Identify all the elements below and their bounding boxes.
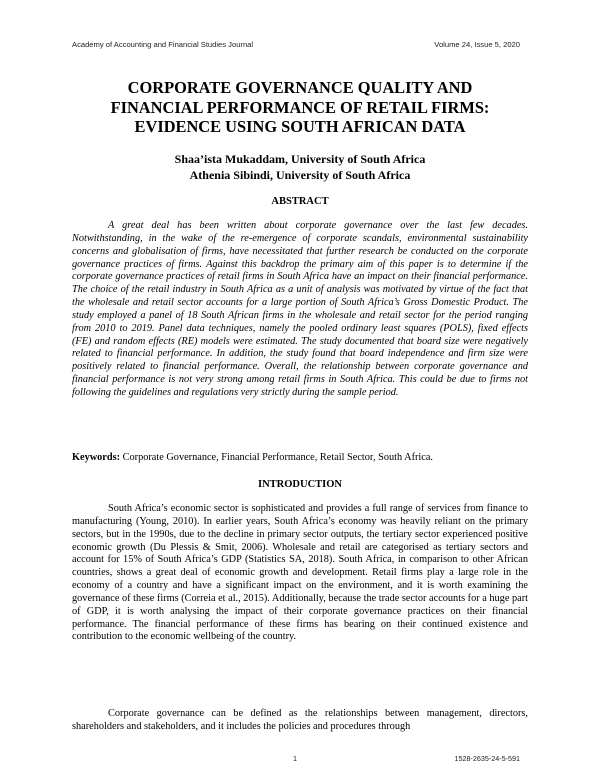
- introduction-heading: INTRODUCTION: [257, 479, 342, 490]
- title-line-2: FINANCIAL PERFORMANCE OF RETAIL FIRMS:: [110, 97, 490, 117]
- document-id: 1528-2635-24-5-591: [454, 754, 520, 763]
- title-line-1: CORPORATE GOVERNANCE QUALITY AND: [127, 78, 473, 97]
- author-2: Athenia Sibindi, University of South Africa: [189, 168, 411, 182]
- journal-name: Academy of Accounting and Financial Studies Journal: [72, 40, 254, 49]
- volume-issue: Volume 24, Issue 5, 2020: [434, 40, 520, 49]
- abstract-text: A great deal has been written about corporate governance over the last few decades. Notwithstanding, in the wake of the re-emergence of corporate scandals, environmental sustainability concerns and globalisation of firms, have necessitated that further research be conducted on the corporate governance practices of firms. Against this backdrop the primary aim of this paper is to determine if the corporate governance practices of retail firms in South Africa have an impact on their financial performance. The choice of the retail industry in South Africa as a unit of analysis was motivated by virtue of the fact that the wholesale and retail sector accounts for a large portion of South Africa’s Gross Domestic Product. The study employed a panel of 18 South African firms in the wholesale and retail sector for the period ranging from 2010 to 2019. Panel data techniques, namely the pooled ordinary least squares (POLS), fixed effects (FE) and random effects (RE) models were estimated. The study documented that board size were negatively related to financial performance. In addition, the study found that board independence and firm size were positively related to financial performance. Overall, the relationship between corporate governance and financial performance is not very strong among retail firms in South Africa. This could be due to firms not following the guidelines and regulations very strictly during the sample period.: [72, 220, 528, 398]
- keywords-label: Keywords:: [72, 452, 121, 463]
- abstract-heading: ABSTRACT: [271, 196, 329, 207]
- intro-paragraph-2: Corporate governance can be defined as the relationships between management, directors, shareholders and stakeholders, and it includes the policies and procedures through: [72, 708, 528, 732]
- keywords: [72, 451, 528, 464]
- page-number: 1: [293, 754, 297, 763]
- paper-title: [60, 78, 540, 137]
- author-1: Shaa’ista Mukaddam, University of South Africa: [174, 152, 426, 166]
- title-line-3: EVIDENCE USING SOUTH AFRICAN DATA: [134, 117, 466, 136]
- intro-paragraph-1: South Africa’s economic sector is sophisticated and provides a full range of services from finance to manufacturing (Young, 2010). In earlier years, South Africa’s economy was heavily reliant on the primary sectors, but in the 1990s, due to the decline in primary sector outputs, the tertiary sector experienced positive economic growth (Du Plessis & Smit, 2006). Wholesale and retail are categorised as tertiary sectors and account for 15% of South Africa’s GDP (Statistics SA, 2018). South Africa, in comparison to other African countries, shows a great deal of economic growth and development. Retail firms play a large role in the economy of a country and have a significant impact on the environment, and it is worth examining the governance of these firms (Correia et al., 2015). Additionally, because the trade sector accounts for a huge part of GDP, it is worth analysing the impact of their corporate governance practices on their financial performance. The financial performance of these firms has bearing on their continued existence and contribution to the economic wellbeing of the country.: [72, 503, 528, 643]
- keywords-text: Corporate Governance, Financial Performance, Retail Sector, South Africa.: [120, 452, 434, 463]
